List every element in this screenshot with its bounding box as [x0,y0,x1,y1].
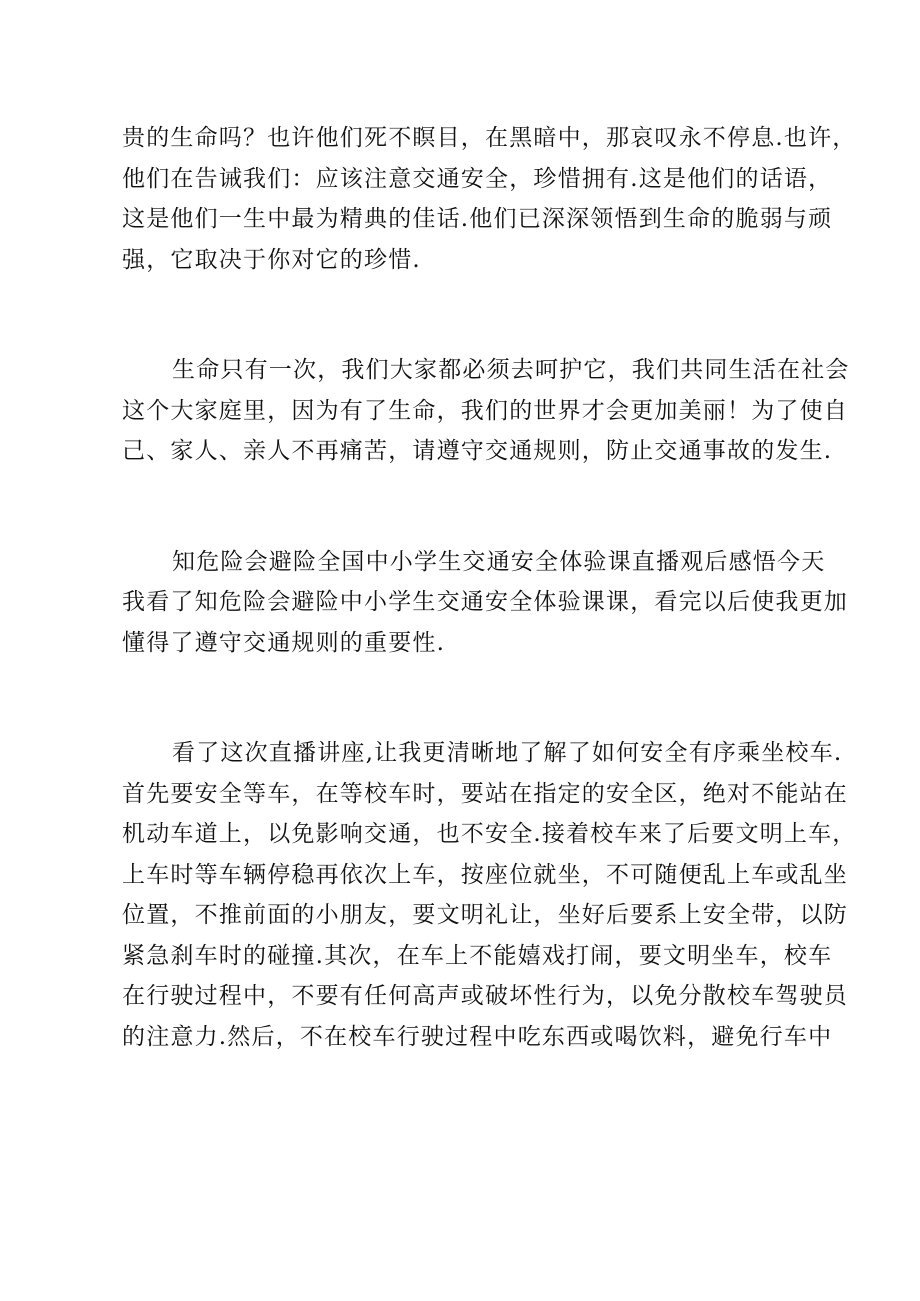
text-line: 己、家人、亲人不再痛苦，请遵守交通规则，防止交通事故的发生. [122,438,833,464]
paragraph-spacer [122,280,822,350]
text-line: 生命只有一次，我们大家都必须去呵护它，我们共同生活在社会 [172,357,850,383]
text-line: 的注意力.然后，不在校车行驶过程中吃东西或喝饮料，避免行车中 [122,1023,833,1050]
text-line: 这是他们一生中最为精典的佳话.他们已深深领悟到生命的脆弱与顽 [122,206,833,232]
text-line: 这个大家庭里，因为有了生命，我们的世界才会更加美丽！为了使自 [122,397,848,424]
text-line: 知危险会避险全国中小学生交通安全体验课直播观后感悟今天 [172,548,826,575]
paragraph-4 [122,733,857,1057]
text-line: 他们在告诫我们：应该注意交通安全，珍惜拥有.这是他们的话语， [122,165,833,192]
paragraph-2 [122,350,850,472]
paragraph-spacer [122,472,822,542]
text-line: 紧急刹车时的碰撞.其次，在车上不能嬉戏打闹，要文明坐车，校车 [122,942,833,969]
text-line: 在行驶过程中，不要有任何高声或破坏性行为，以免分散校车驾驶员 [122,983,848,1009]
text-line: 看了这次直播讲座,让我更清晰地了解了如何安全有序乘坐校车. [172,740,843,766]
text-line: 上车时等车辆停稳再依次上车，按座位就坐，不可随便乱上车或乱坐 [122,861,848,888]
text-line: 机动车道上，以免影响交通，也不安全.接着校车来了后要文明上车， [122,821,857,847]
text-line: 我看了知危险会避险中小学生交通安全体验课课，看完以后使我更加 [122,589,848,615]
text-line: 位置，不推前面的小朋友，要文明礼让，坐好后要系上安全带，以防 [122,902,848,928]
paragraph-3 [122,542,848,664]
paragraph-spacer [122,663,822,733]
text-line: 贵的生命吗？也许他们死不瞑目，在黑暗中，那哀叹永不停息.也许， [122,125,857,151]
paragraph-1 [122,118,857,280]
document-body [122,118,857,1057]
text-line: 强，它取决于你对它的珍惜. [122,246,421,273]
text-line: 首先要安全等车，在等校车时，要站在指定的安全区，绝对不能站在 [122,780,848,807]
text-line: 懂得了遵守交通规则的重要性. [122,629,446,656]
